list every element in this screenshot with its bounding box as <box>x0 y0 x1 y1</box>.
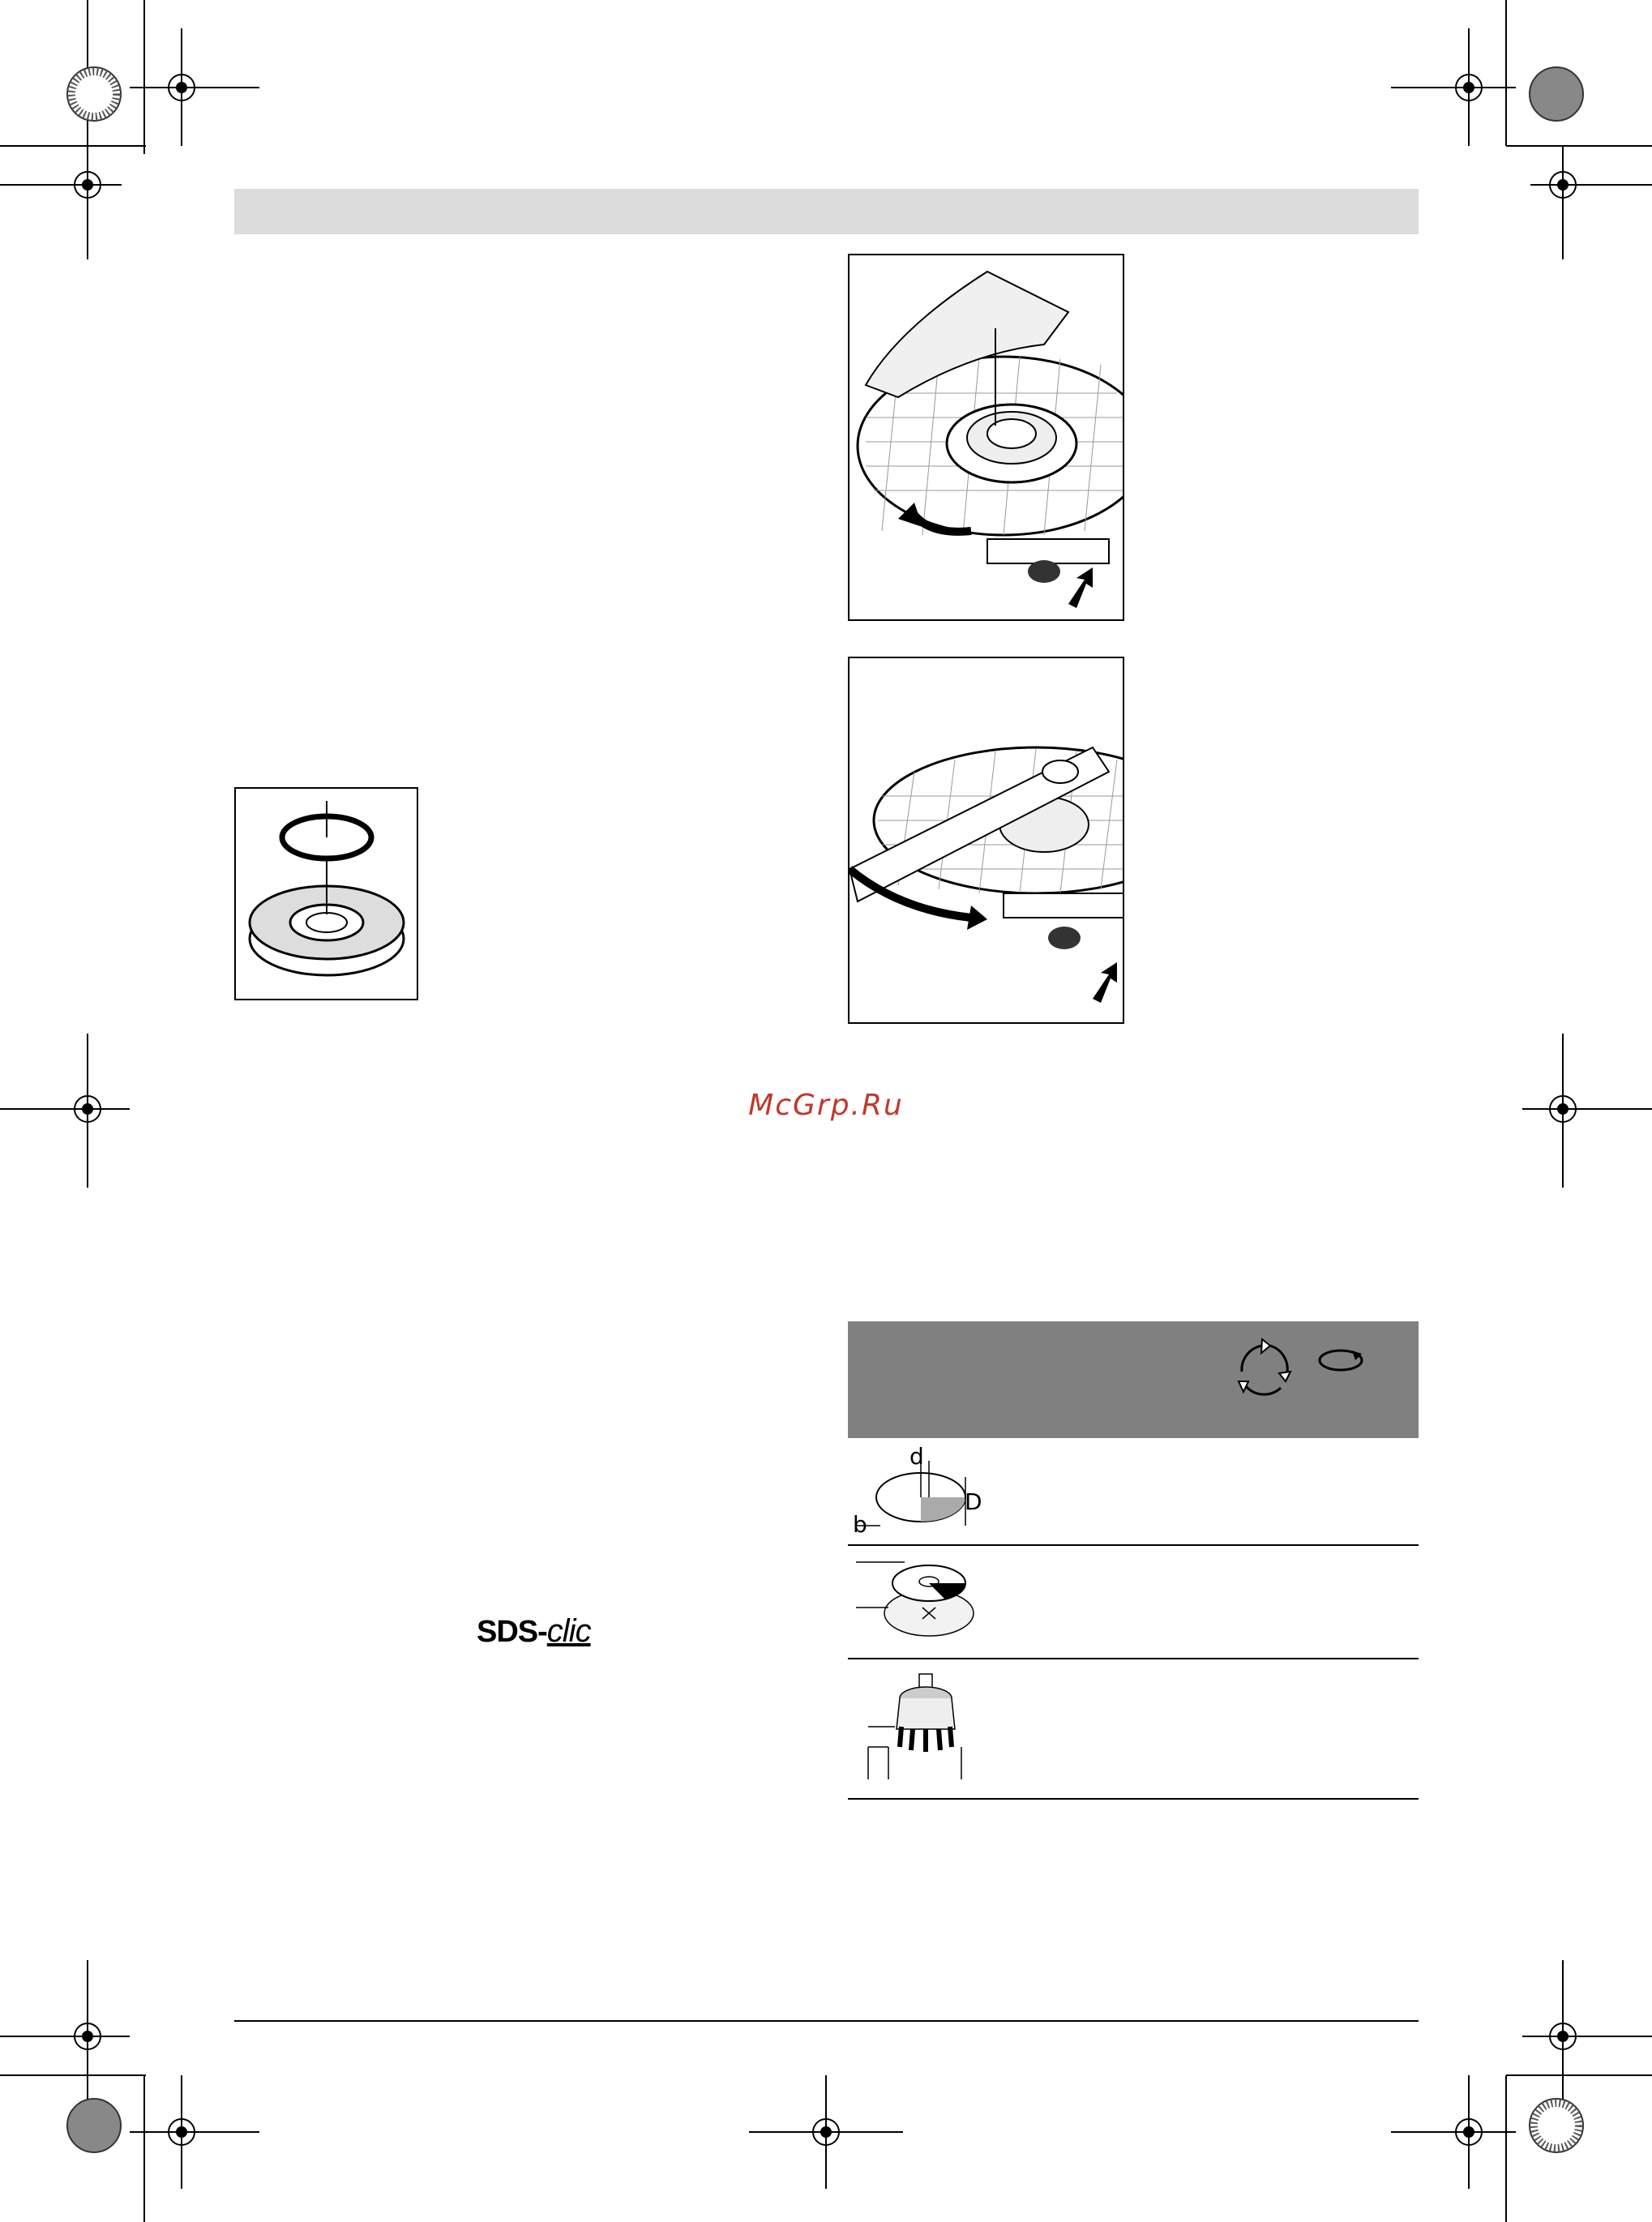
sds-logo-suffix: clic <box>546 1613 591 1649</box>
table-row-divider <box>848 1658 1419 1659</box>
figure-wheel-wrench <box>848 657 1124 1024</box>
wheel-wrench-illustration <box>850 658 1123 1022</box>
rotation-speed-icon <box>1226 1331 1299 1404</box>
dim-label-d: d <box>909 1443 924 1470</box>
header-bar <box>234 189 1419 234</box>
wheel-mounting-illustration <box>850 255 1123 619</box>
sanding-plate-icon <box>848 1552 994 1650</box>
table-row-divider <box>848 1544 1419 1546</box>
sds-clic-logo <box>477 1613 591 1650</box>
dim-label-b: b <box>853 1511 867 1538</box>
watermark: McGrp.Ru <box>748 1089 904 1122</box>
footer-rule <box>234 2020 1419 2022</box>
cup-brush-icon <box>848 1666 994 1787</box>
accessory-table-header <box>848 1321 1419 1438</box>
table-row-divider <box>848 1798 1419 1800</box>
figure-o-ring <box>234 787 418 1000</box>
o-ring-illustration <box>236 789 417 999</box>
sds-logo-prefix: SDS- <box>477 1615 547 1649</box>
figure-wheel-mounting <box>848 254 1124 621</box>
peripheral-speed-icon <box>1316 1344 1365 1376</box>
dim-label-D: D <box>965 1488 982 1515</box>
